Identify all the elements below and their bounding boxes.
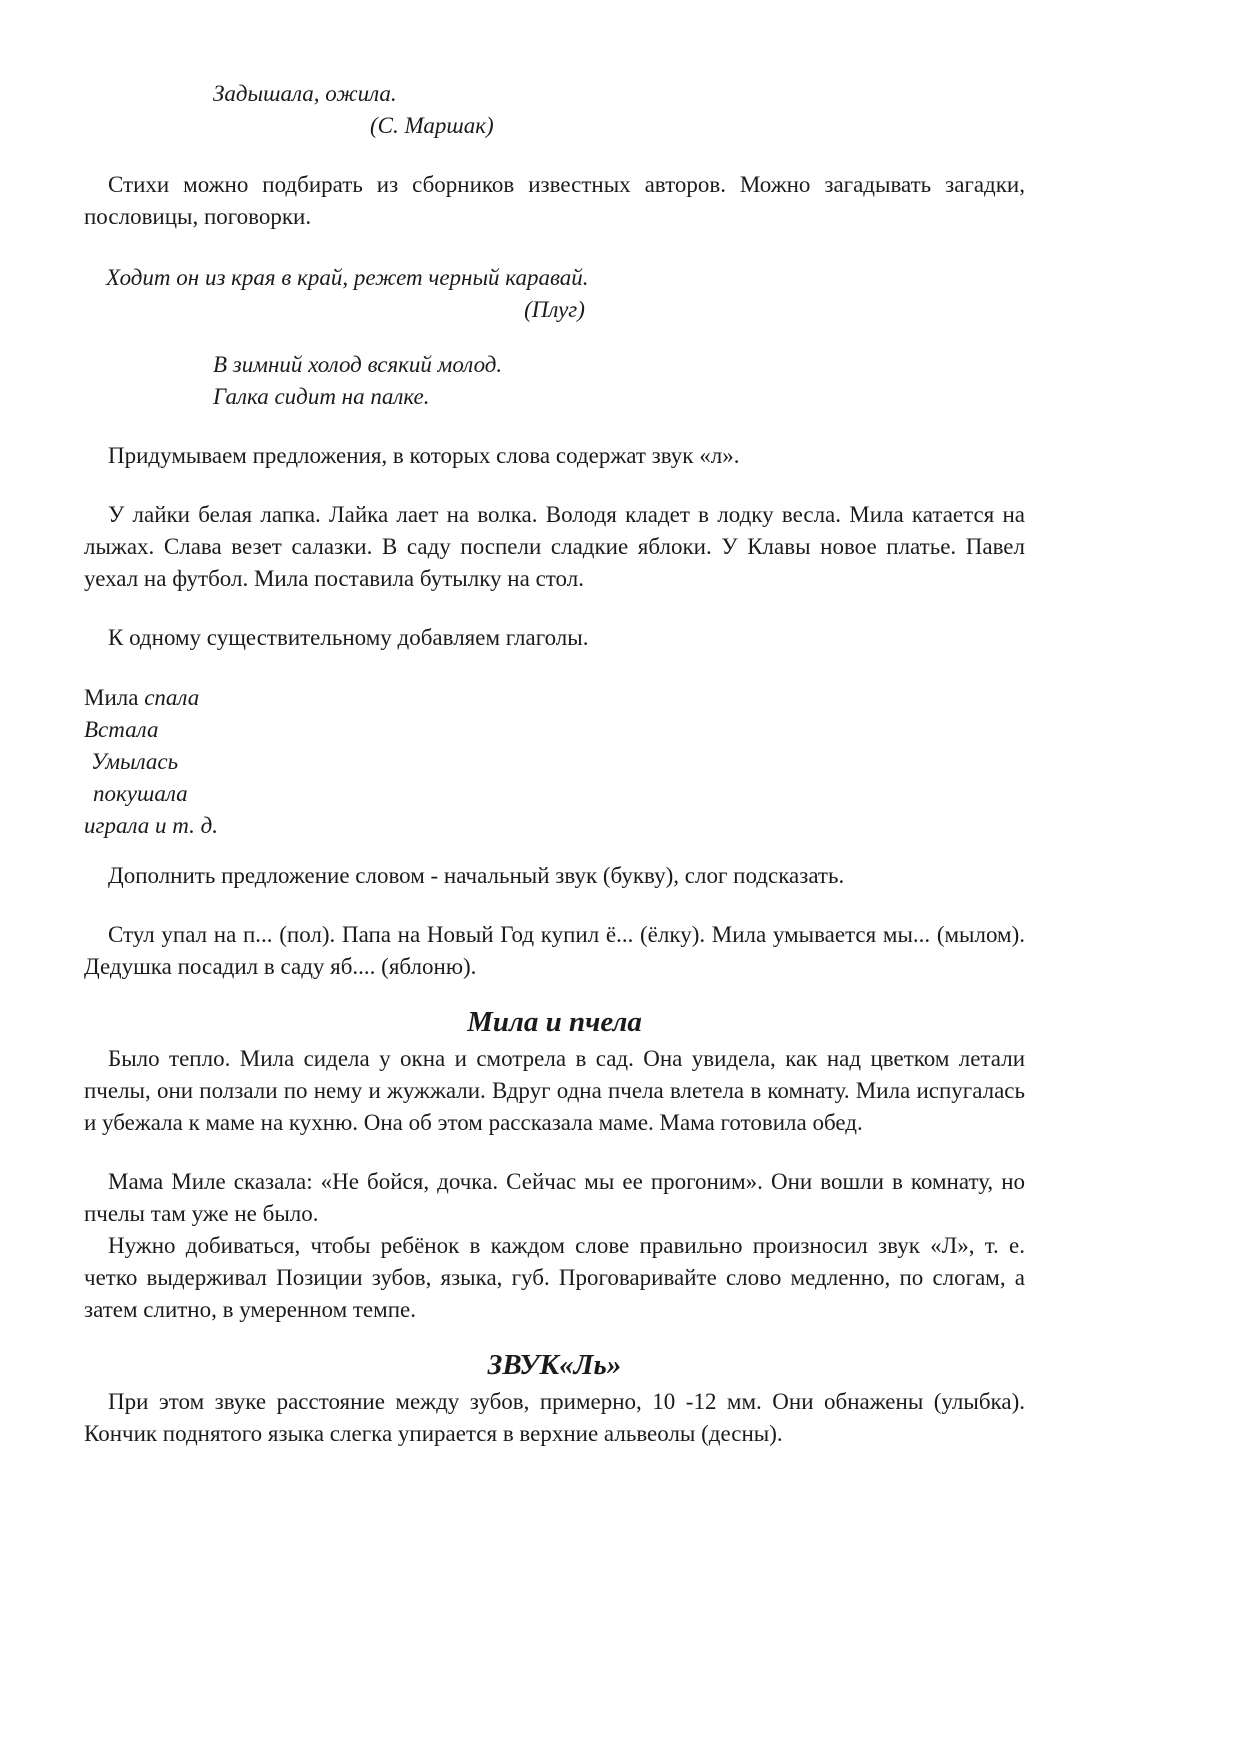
story-paragraph-1: Было тепло. Мила сидела у окна и смотрела в сад. Она увидела, как над цветком летали пчелы, они ползали по нему и жужжали. Вдруг одна пчела влетела в комнату. Мила испугалась и убежала к маме на кухню. Она об этом рассказала маме. Мама готовила обед. [84, 1046, 1025, 1135]
verb-line: Умылась [91, 749, 179, 774]
verb-first: спала [144, 685, 200, 710]
verb-line-first [84, 682, 1025, 714]
paragraph-sentences: У лайки белая лапка. Лайка лает на волка. Володя кладет в лодку весла. Мила катается на лыжах. Слава везет салазки. В саду поспели сладкие яблоки. У Клавы новое платье. Павел уехал на футбол. Мила поставила бутылку на стол. [84, 502, 1025, 591]
epigraph-line: Задышала, ожила. [213, 81, 397, 106]
proverb-line: Галка сидит на палке. [213, 384, 430, 409]
verb-subject: Мила [84, 685, 139, 710]
riddle-text: Ходит он из края в край, режет черный каравай. [106, 265, 589, 290]
paragraph-sentences-intro: Придумываем предложения, в которых слова содержат звук «л». [108, 443, 740, 468]
verb-line: играла и т. д. [84, 813, 219, 838]
paragraph-complete-examples: Стул упал на п... (пол). Папа на Новый Год купил ё... (ёлку). Мила умывается мы... (мылом). Дедушка посадил в саду яб.... (яблоню). [84, 922, 1025, 979]
proverbs-block [213, 349, 1025, 413]
paragraph-complete-intro: Дополнить предложение словом - начальный звук (букву), слог подсказать. [108, 863, 845, 888]
verb-line: покушала [93, 781, 188, 806]
paragraph-poems-advice: Стихи можно подбирать из сборников известных авторов. Можно загадывать загадки, пословицы, поговорки. [84, 172, 1025, 229]
riddle-answer: (Плуг) [524, 297, 585, 322]
epigraph-block [213, 78, 1025, 142]
verb-line: Встала [84, 717, 159, 742]
story-title: Мила и пчела [467, 1006, 642, 1038]
sound-soft-l-title: ЗВУК«Ль» [487, 1349, 622, 1381]
verb-list [84, 682, 1025, 842]
paragraph-verbs-intro: К одному существительному добавляем глаголы. [108, 625, 589, 650]
story-paragraph-3: Нужно добиваться, чтобы ребёнок в каждом слове правильно произносил звук «Л», т. е. четко выдерживал Позиции зубов, языка, губ. Проговаривайте слово медленно, по слогам, а затем слитно, в умеренном темпе. [84, 1233, 1025, 1322]
epigraph-author: (С. Маршак) [370, 113, 494, 138]
story-paragraph-2: Мама Миле сказала: «Не бойся, дочка. Сейчас мы ее прогоним». Они вошли в комнату, но пчелы там уже не было. [84, 1169, 1025, 1226]
proverb-line: В зимний холод всякий молод. [213, 352, 503, 377]
sound-soft-l-paragraph: При этом звуке расстояние между зубов, примерно, 10 -12 мм. Они обнажены (улыбка). Кончик поднятого языка слегка упирается в верхние альвеолы (десны). [84, 1389, 1025, 1446]
